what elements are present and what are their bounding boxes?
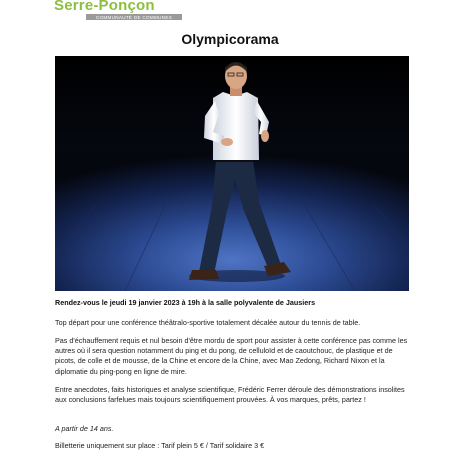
logo — [54, 0, 184, 24]
ticketing-info: Billetterie uniquement sur place : Tarif plein 5 € / Tarif solidaire 3 € — [55, 441, 265, 450]
page-title: Olympicorama — [181, 31, 279, 47]
paragraph-intro: Top départ pour une conférence théâtralo-sportive totalement décalée autour du tennis de table. — [55, 318, 361, 327]
event-date-line: Rendez-vous le jeudi 19 janvier 2023 à 19h à la salle polyvalente de Jausiers — [55, 298, 316, 307]
logo-subtitle: COMMUNAUTÉ DE COMMUNES — [95, 14, 173, 20]
paragraph-description: Pas d'échauffement requis et nul besoin d'être mordu de sport pour assister à cette conférence pas comme les autres où il sera question notamment du ping et du pong, de celluloïd et de caoutchouc, de plastique et de picots, de colle et de mousse, de la Chine et encore de la Chine, avec Mao Zedong, Richard Nixon et la diplomatie du ping-pong en ligne de mire. — [55, 336, 408, 376]
stage-photo — [55, 56, 409, 291]
paragraph-details: Entre anecdotes, faits historiques et analyse scientifique, Frédéric Ferrer déroule des démonstrations insolites aux conclusions farfelues mais toujours scientifiquement prouvées. À vos marques, prêts, partez ! — [55, 385, 405, 405]
stage-photo-illustration — [55, 56, 409, 291]
logo-name: Serre-Ponçon — [54, 0, 155, 14]
age-notice: A partir de 14 ans. — [55, 424, 114, 433]
